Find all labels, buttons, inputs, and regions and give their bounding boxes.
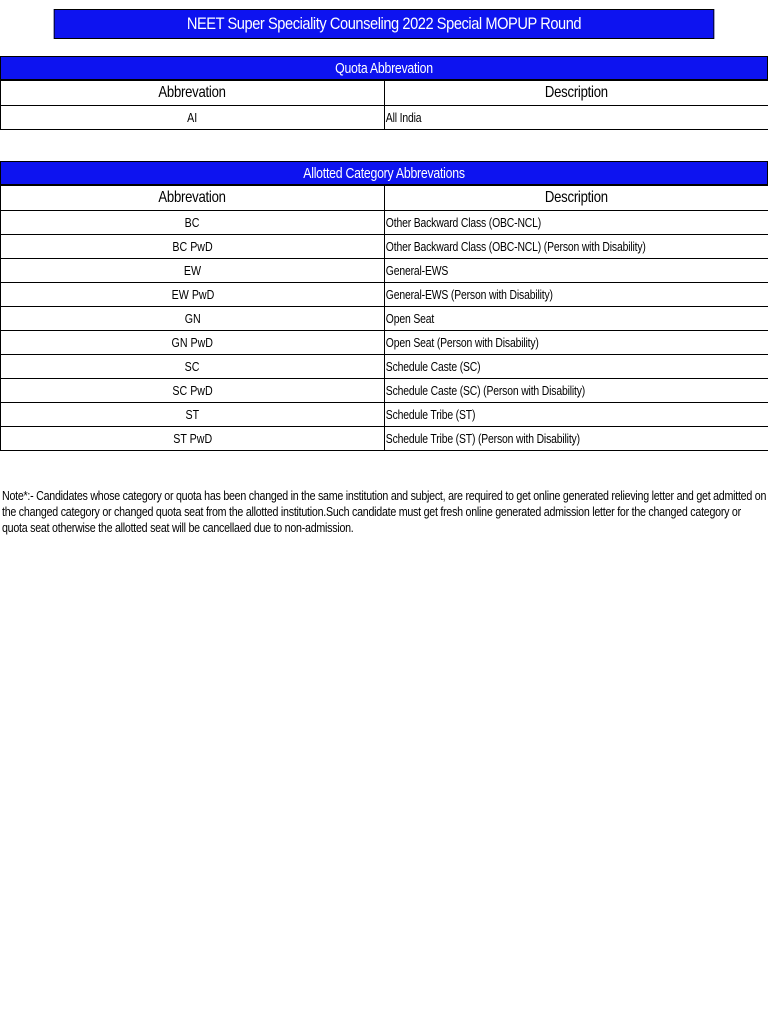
abbr-description: Other Backward Class (OBC-NCL) (Person with Disability) xyxy=(385,239,646,254)
category-col-abbr xyxy=(1,186,385,211)
page-title: NEET Super Speciality Counseling 2022 Special MOPUP Round xyxy=(186,14,582,33)
category-section-title: Allotted Category Abbrevations xyxy=(303,165,465,182)
category-header-row xyxy=(1,186,768,211)
abbr-code: SC PwD xyxy=(172,383,213,398)
quota-section-title: Quota Abbrevation xyxy=(335,60,433,77)
abbr-code: EW PwD xyxy=(171,287,214,302)
table-row xyxy=(1,211,768,235)
quota-section-header xyxy=(0,56,768,80)
abbr-cell xyxy=(1,211,385,235)
abbr-cell xyxy=(1,307,385,331)
desc-cell xyxy=(385,106,768,130)
table-row xyxy=(1,235,768,259)
abbr-description: General-EWS (Person with Disability) xyxy=(385,287,553,302)
abbr-code: SC xyxy=(185,359,200,374)
page-title-bar xyxy=(54,9,714,39)
abbr-description: Schedule Caste (SC) (Person with Disability) xyxy=(385,383,586,398)
abbr-cell xyxy=(1,427,385,451)
quota-col-desc xyxy=(385,81,768,106)
table-row xyxy=(1,307,768,331)
desc-cell xyxy=(385,307,768,331)
desc-cell xyxy=(385,427,768,451)
quota-col-abbr xyxy=(1,81,385,106)
abbr-description: Schedule Tribe (ST) (Person with Disability) xyxy=(385,431,580,446)
table-row xyxy=(1,427,768,451)
table-row xyxy=(1,355,768,379)
desc-cell xyxy=(385,379,768,403)
category-table xyxy=(0,185,768,451)
quota-col-desc-label: Description xyxy=(545,84,608,101)
table-row xyxy=(1,283,768,307)
table-row xyxy=(1,379,768,403)
category-col-desc-label: Description xyxy=(545,189,608,206)
abbr-cell xyxy=(1,379,385,403)
desc-cell xyxy=(385,259,768,283)
desc-cell xyxy=(385,403,768,427)
abbr-code: AI xyxy=(187,110,198,125)
abbr-cell xyxy=(1,403,385,427)
desc-cell xyxy=(385,331,768,355)
abbr-code: ST PwD xyxy=(173,431,212,446)
abbr-description: Schedule Caste (SC) xyxy=(385,359,481,374)
abbr-cell xyxy=(1,283,385,307)
abbr-cell xyxy=(1,259,385,283)
abbr-description: General-EWS xyxy=(385,263,449,278)
abbr-code: EW xyxy=(183,263,202,278)
table-row xyxy=(1,331,768,355)
abbr-cell xyxy=(1,235,385,259)
category-section-header xyxy=(0,161,768,185)
category-col-desc xyxy=(385,186,768,211)
abbr-code: ST xyxy=(185,407,200,422)
abbr-cell xyxy=(1,106,385,130)
abbr-code: GN PwD xyxy=(171,335,214,350)
table-row xyxy=(1,259,768,283)
abbr-code: BC PwD xyxy=(172,239,213,254)
abbr-cell xyxy=(1,355,385,379)
admission-note-text: Note*:- Candidates whose category or quota has been changed in the same institution and subject, are required to get online generated relieving letter and get admitted on the changed category or changed quota seat from the allotted institution.Such candidate must get fresh online generated admission letter for the changed category or quota seat otherwise the allotted seat will be cancellaed due to non-admission. xyxy=(2,488,767,535)
quota-col-abbr-label: Abbrevation xyxy=(158,84,227,101)
desc-cell xyxy=(385,235,768,259)
category-col-abbr-label: Abbrevation xyxy=(158,189,227,206)
desc-cell xyxy=(385,283,768,307)
abbr-cell xyxy=(1,331,385,355)
quota-header-row xyxy=(1,81,768,106)
abbr-description: Schedule Tribe (ST) xyxy=(385,407,476,422)
abbr-description: Other Backward Class (OBC-NCL) xyxy=(385,215,542,230)
quota-table xyxy=(0,80,768,130)
abbr-description: Open Seat (Person with Disability) xyxy=(385,335,539,350)
abbr-code: GN xyxy=(184,311,201,326)
admission-note xyxy=(2,488,766,536)
abbr-description: Open Seat xyxy=(385,311,435,326)
desc-cell xyxy=(385,211,768,235)
table-row xyxy=(1,106,768,130)
table-row xyxy=(1,403,768,427)
desc-cell xyxy=(385,355,768,379)
abbr-description: All India xyxy=(385,110,422,125)
abbr-code: BC xyxy=(185,215,200,230)
